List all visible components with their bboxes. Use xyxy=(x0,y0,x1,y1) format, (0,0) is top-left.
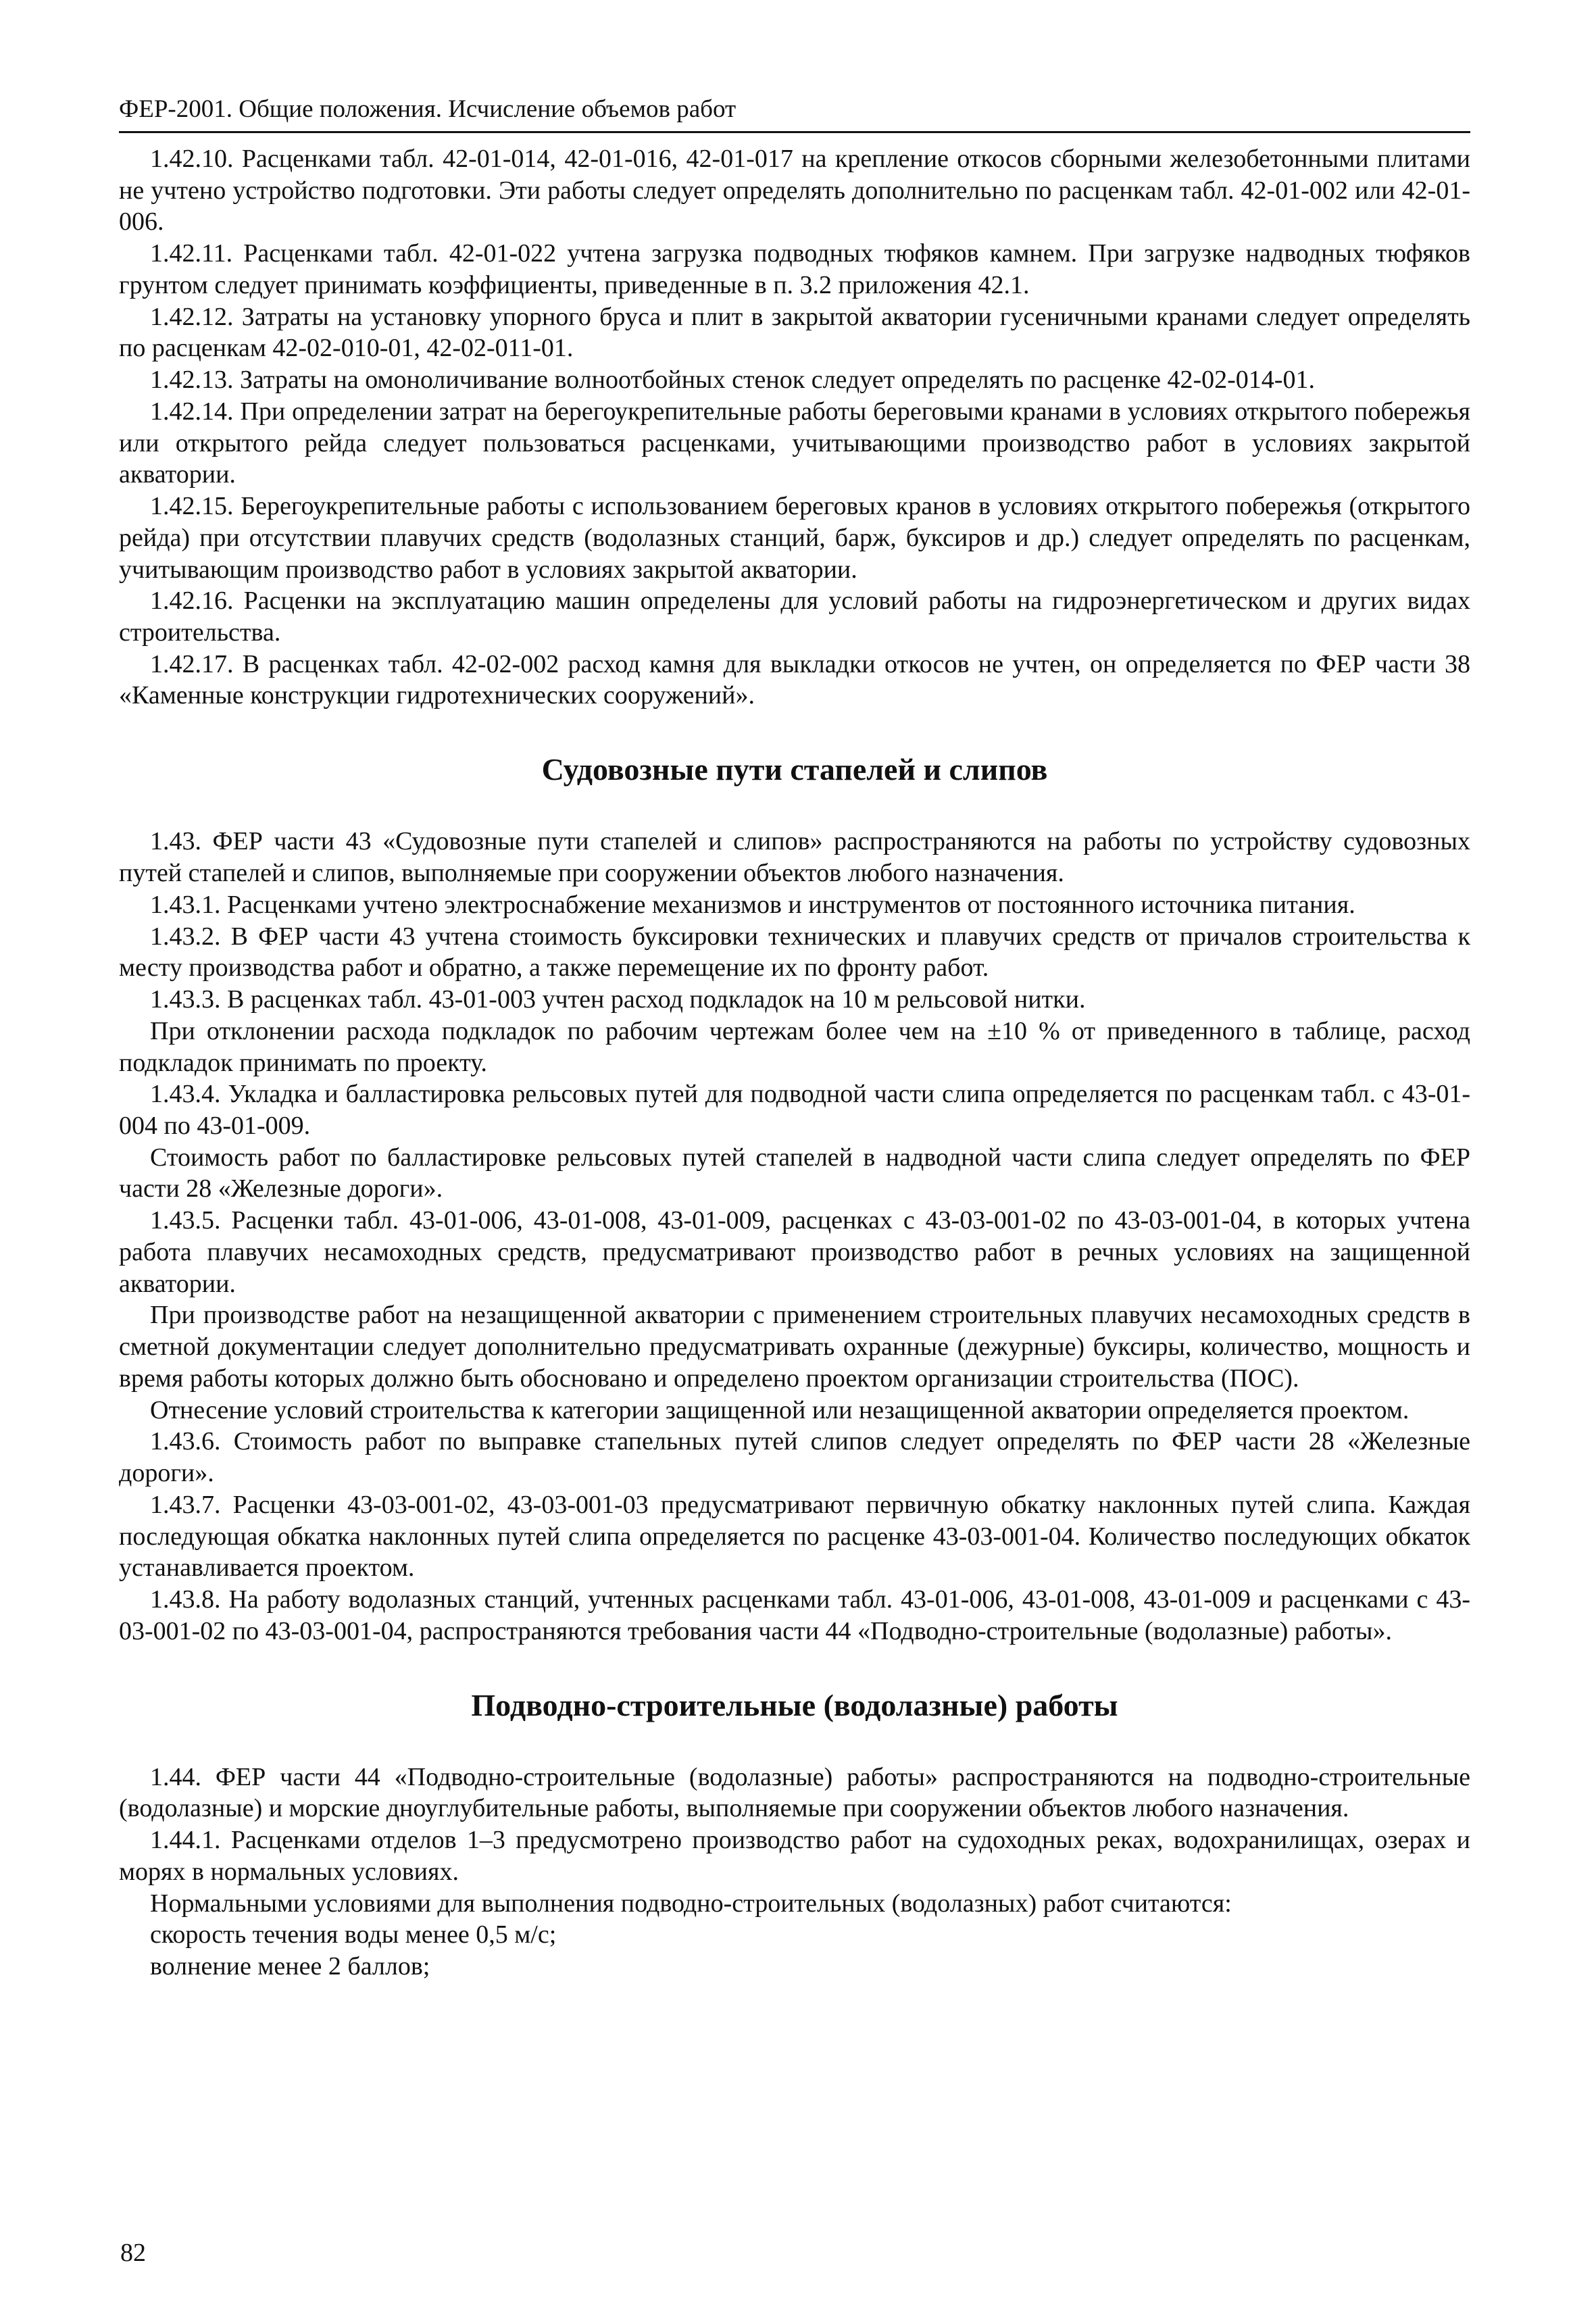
paragraph-1-42-16: 1.42.16. Расценки на эксплуатацию машин определены для условий работы на гидроэнергетическом и других видах строительства. xyxy=(119,587,1470,647)
paragraph-1-43-6: 1.43.6. Стоимость работ по выправке стапельных путей слипов следует определять по ФЕР части 28 «Железные дороги». xyxy=(119,1427,1470,1488)
paragraph-1-43-4: 1.43.4. Укладка и балластировка рельсовых путей для подводной части слипа определяется по расценкам табл. с 43-01-004 по 43-01-009. xyxy=(119,1080,1470,1141)
section-heading-underwater-works: Подводно-строительные (водолазные) работы xyxy=(471,1687,1118,1722)
page-number: 82 xyxy=(120,2239,146,2267)
page-content xyxy=(119,143,1470,1983)
paragraph-1-43-2: 1.43.2. В ФЕР части 43 учтена стоимость буксировки технических и плавучих средств от причалов строительства к месту производства работ и обратно, а также перемещение их по фронту работ. xyxy=(119,922,1470,982)
paragraph-1-42-15: 1.42.15. Берегоукрепительные работы с использованием береговых кранов в условиях открытого побережья (открытого рейда) при отсутствии плавучих средств (водолазных станций, барж, буксиров и др.) следует определять по расценкам, учитывающим производство работ в условиях закрытой акватории. xyxy=(119,492,1470,584)
paragraph-1-43-4-note: Стоимость работ по балластировке рельсовых путей стапелей в надводной части слипа следует определять по ФЕР части 28 «Железные дороги». xyxy=(119,1143,1470,1203)
paragraph-1-43-5: 1.43.5. Расценки табл. 43-01-006, 43-01-008, 43-01-009, расценках с 43-03-001-02 по 43-03-001-04, в которых учтена работа плавучих несамоходных средств, предусматривают производство работ в речных условиях на защищенной акватории. xyxy=(119,1206,1470,1298)
paragraph-1-42-14: 1.42.14. При определении затрат на берегоукрепительные работы береговыми кранами в условиях открытого побережья или открытого рейда следует пользоваться расценками, учитывающими производство работ в условиях закрытой акватории. xyxy=(119,397,1470,489)
paragraph-1-42-11: 1.42.11. Расценками табл. 42-01-022 учтена загрузка подводных тюфяков камнем. При загрузке надводных тюфяков грунтом следует принимать коэффициенты, приведенные в п. 3.2 приложения 42.1. xyxy=(119,239,1470,299)
section-slipways xyxy=(119,826,1470,1647)
paragraph-1-43-1: 1.43.1. Расценками учтено электроснабжение механизмов и инструментов от постоянного источника питания. xyxy=(150,890,1355,919)
section-heading-slipways: Судовозные пути стапелей и слипов xyxy=(541,752,1048,787)
paragraph-1-42-10: 1.42.10. Расценками табл. 42-01-014, 42-01-016, 42-01-017 на крепление откосов сборными железобетонными плитами не учтено устройство подготовки. Эти работы следует определять дополнительно по расценкам табл. 42-01-002 или 42-01-006. xyxy=(119,145,1470,237)
paragraph-1-43-3-note: При отклонении расхода подкладок по рабочим чертежам более чем на ±10 % от приведенного в таблице, расход подкладок принимать по проекту. xyxy=(119,1016,1470,1077)
section-underwater-works xyxy=(119,1762,1470,1983)
paragraph-1-44: 1.44. ФЕР части 44 «Подводно-строительные (водолазные) работы» распространяются на подводно-строительные (водолазные) и морские дноуглубительные работы, выполняемые при сооружении объектов любого назначения. xyxy=(119,1762,1470,1823)
paragraph-1-44-1: 1.44.1. Расценками отделов 1–3 предусмотрено производство работ на судоходных реках, водохранилищах, озерах и морях в нормальных условиях. xyxy=(119,1826,1470,1886)
paragraph-normal-conditions: Нормальными условиями для выполнения подводно-строительных (водолазных) работ считаются: xyxy=(150,1889,1232,1918)
condition-item-current-speed: скорость течения воды менее 0,5 м/с; xyxy=(150,1920,557,1949)
paragraph-1-43-3: 1.43.3. В расценках табл. 43-01-003 учтен расход подкладок на 10 м рельсовой нитки. xyxy=(150,985,1086,1014)
section-1-42-continuation xyxy=(119,143,1470,712)
paragraph-1-43-5-note-1: При производстве работ на незащищенной акватории с применением строительных плавучих несамоходных средств в сметной документации следует дополнительно предусматривать охранные (дежурные) буксиры, количество, мощность и время работы которых должно быть обосновано и определено проектом организации строительства (ПОС). xyxy=(119,1301,1470,1393)
paragraph-1-42-17: 1.42.17. В расценках табл. 42-02-002 расход камня для выкладки откосов не учтен, он определяется по ФЕР части 38 «Каменные конструкции гидротехнических сооружений». xyxy=(119,649,1470,710)
running-header: ФЕР-2001. Общие положения. Исчисление объемов работ xyxy=(119,95,1470,133)
paragraph-1-43-7: 1.43.7. Расценки 43-03-001-02, 43-03-001-03 предусматривают первичную обкатку наклонных путей слипа. Каждая последующая обкатка наклонных путей слипа определяется по расценке 43-03-001-04. Количество последующих обкаток устанавливается проектом. xyxy=(119,1490,1470,1583)
paragraph-1-42-13: 1.42.13. Затраты на омоноличивание волноотбойных стенок следует определять по расценке 42-02-014-01. xyxy=(150,366,1315,395)
condition-item-wave-level: волнение менее 2 баллов; xyxy=(150,1952,430,1981)
paragraph-1-42-12: 1.42.12. Затраты на установку упорного бруса и плит в закрытой акватории гусеничными кранами следует определять по расценкам 42-02-010-01, 42-02-011-01. xyxy=(119,302,1470,363)
paragraph-1-43-8: 1.43.8. На работу водолазных станций, учтенных расценками табл. 43-01-006, 43-01-008, 43-01-009 и расценками с 43-03-001-02 по 43-03-001-04, распространяются требования части 44 «Подводно-строительные (водолазные) работы». xyxy=(119,1585,1470,1645)
paragraph-1-43-5-note-2: Отнесение условий строительства к категории защищенной или незащищенной акватории определяется проектом. xyxy=(150,1395,1410,1424)
paragraph-1-43: 1.43. ФЕР части 43 «Судовозные пути стапелей и слипов» распространяются на работы по устройству судовозных путей стапелей и слипов, выполняемые при сооружении объектов любого назначения. xyxy=(119,827,1470,888)
